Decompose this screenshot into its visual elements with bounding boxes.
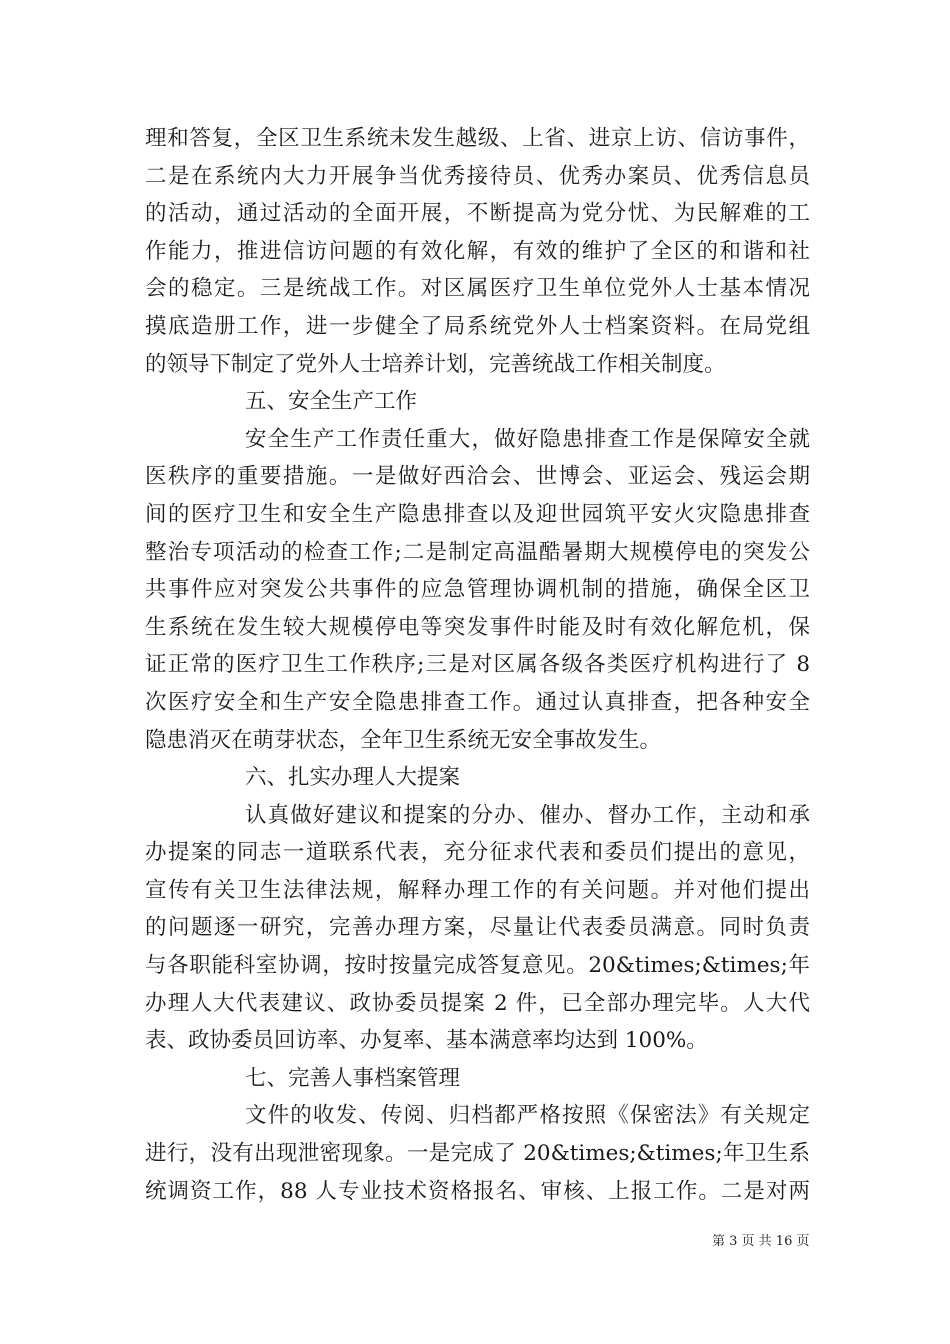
text-line: 文件的收发、传阅、归档都严格按照《保密法》有关规定: [245, 1103, 810, 1129]
text-line: 共事件应对突发公共事件的应急管理协调机制的措施，确保全区卫: [145, 577, 810, 603]
text-line: 次医疗安全和生产安全隐患排查工作。通过认真排查，把各种安全: [145, 689, 810, 715]
text-line: 的领导下制定了党外人士培养计划，完善统战工作相关制度。: [145, 351, 726, 377]
text-line: 与各职能科室协调，按时按量完成答复意见。20&times;&times;年: [145, 953, 810, 979]
document-body: [145, 120, 810, 1210]
text-line: 作能力，推进信访问题的有效化解，有效的维护了全区的和谐和社: [145, 238, 810, 264]
text-line: 进行，没有出现泄密现象。一是完成了 20&times;&times;年卫生系: [145, 1141, 810, 1167]
text-line: 理和答复，全区卫生系统未发生越级、上省、进京上访、信访事件，: [145, 126, 810, 151]
section-heading: 六、扎实办理人大提案: [245, 765, 461, 791]
section-heading: 五、安全生产工作: [245, 389, 418, 415]
text-line: 二是在系统内大力开展争当优秀接待员、优秀办案员、优秀信息员: [145, 163, 810, 189]
text-line: 统调资工作，88 人专业技术资格报名、审核、上报工作。二是对两: [145, 1178, 810, 1204]
text-line: 整治专项活动的检查工作;二是制定高温酷暑期大规模停电的突发公: [145, 539, 810, 565]
text-line: 生系统在发生较大规模停电等突发事件时能及时有效化解危机，保: [145, 614, 810, 640]
text-line: 的活动，通过活动的全面开展，不断提高为党分忧、为民解难的工: [145, 201, 810, 227]
text-line: 的问题逐一研究，完善办理方案，尽量让代表委员满意。同时负责: [145, 915, 810, 941]
text-line: 医秩序的重要措施。一是做好西洽会、世博会、亚运会、残运会期: [145, 464, 810, 490]
text-line: 间的医疗卫生和安全生产隐患排查以及迎世园筑平安火灾隐患排查: [145, 501, 810, 527]
text-line: 摸底造册工作，进一步健全了局系统党外人士档案资料。在局党组: [145, 313, 810, 339]
text-line: 证正常的医疗卫生工作秩序;三是对区属各级各类医疗机构进行了 8: [145, 652, 810, 678]
text-line: 办提案的同志一道联系代表，充分征求代表和委员们提出的意见，: [145, 840, 810, 866]
page-number-footer: 第 3 页 共 16 页: [712, 1234, 810, 1249]
text-line: 会的稳定。三是统战工作。对区属医疗卫生单位党外人士基本情况: [145, 276, 810, 302]
text-line: 安全生产工作责任重大，做好隐患排查工作是保障安全就: [245, 426, 810, 452]
text-line: 办理人大代表建议、政协委员提案 2 件，已全部办理完毕。人大代: [145, 990, 810, 1016]
text-line: 隐患消灭在萌芽状态，全年卫生系统无安全事故发生。: [145, 727, 662, 753]
text-line: 表、政协委员回访率、办复率、基本满意率均达到 100%。: [145, 1028, 708, 1054]
text-line: 宣传有关卫生法律法规，解释办理工作的有关问题。并对他们提出: [145, 877, 810, 903]
section-heading: 七、完善人事档案管理: [245, 1065, 461, 1091]
text-line: 认真做好建议和提案的分办、催办、督办工作，主动和承: [245, 802, 810, 828]
